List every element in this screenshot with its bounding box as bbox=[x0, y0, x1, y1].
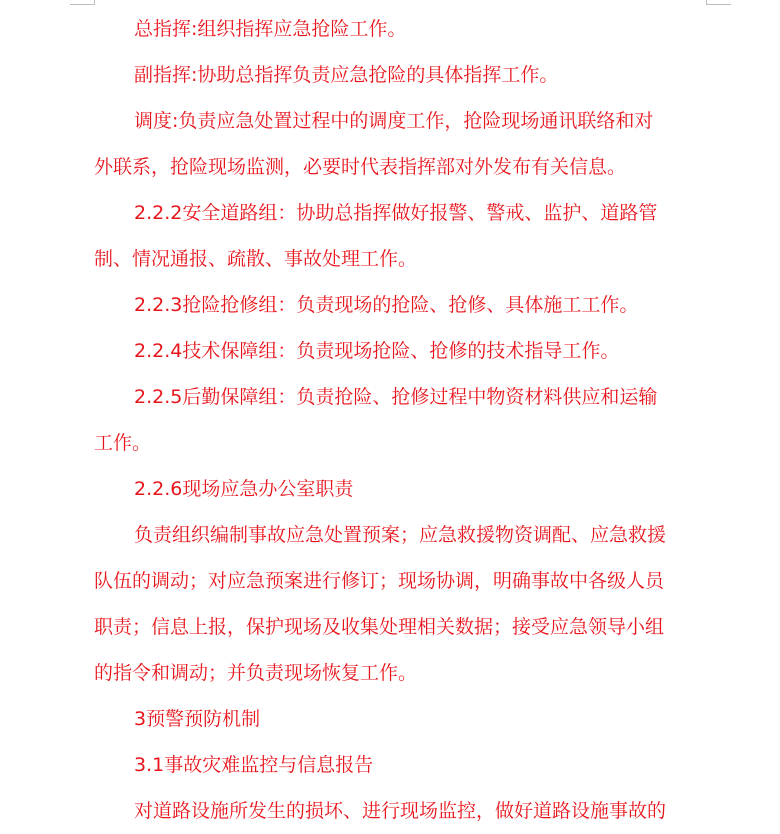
text-line: 队伍的调动；对应急预案进行修订；现场协调，明确事故中各级人员 bbox=[94, 570, 665, 592]
page-corner-mark-left bbox=[70, 0, 95, 5]
text-line: 2.2.5后勤保障组：负责抢险、抢修过程中物资材料供应和运输 bbox=[134, 386, 658, 408]
text-line: 职责；信息上报，保护现场及收集处理相关数据；接受应急领导小组 bbox=[94, 616, 665, 638]
text-line: 副指挥:协助总指挥负责应急抢险的具体指挥工作。 bbox=[134, 64, 559, 86]
paragraph-deputy-commander bbox=[94, 52, 706, 98]
paragraph-2-2-3 bbox=[94, 282, 706, 328]
section-heading: 3预警预防机制 bbox=[134, 708, 261, 730]
text-line: 2.2.4技术保障组：负责现场抢险、抢修的技术指导工作。 bbox=[134, 340, 620, 362]
text-line: 调度:负责应急处置过程中的调度工作，抢险现场通讯联络和对 bbox=[134, 110, 654, 132]
section-heading: 3.1事故灾难监控与信息报告 bbox=[134, 754, 374, 776]
paragraph-monitoring bbox=[94, 788, 706, 834]
text-line: 负责组织编制事故应急处置预案；应急救援物资调配、应急救援 bbox=[134, 524, 667, 546]
paragraph-2-2-2 bbox=[94, 190, 706, 282]
text-line: 2.2.2安全道路组：协助总指挥做好报警、警戒、监护、道路管 bbox=[134, 202, 658, 224]
document-body bbox=[94, 6, 706, 834]
section-heading: 2.2.6现场应急办公室职责 bbox=[134, 478, 354, 500]
text-line: 2.2.3抢险抢修组：负责现场的抢险、抢修、具体施工工作。 bbox=[134, 294, 639, 316]
text-line: 总指挥:组织指挥应急抢险工作。 bbox=[134, 18, 407, 40]
paragraph-2-2-4 bbox=[94, 328, 706, 374]
paragraph-commander bbox=[94, 6, 706, 52]
page-corner-mark-right bbox=[706, 0, 731, 5]
heading-3 bbox=[94, 696, 706, 742]
text-line: 工作。 bbox=[94, 432, 152, 454]
paragraph-2-2-5 bbox=[94, 374, 706, 466]
text-line: 外联系，抢险现场监测，必要时代表指挥部对外发布有关信息。 bbox=[94, 156, 627, 178]
text-line: 制、情况通报、疏散、事故处理工作。 bbox=[94, 248, 418, 270]
heading-2-2-6 bbox=[94, 466, 706, 512]
text-line: 的指令和调动；并负责现场恢复工作。 bbox=[94, 662, 418, 684]
paragraph-office-duties bbox=[94, 512, 706, 696]
heading-3-1 bbox=[94, 742, 706, 788]
paragraph-dispatch bbox=[94, 98, 706, 190]
text-line: 对道路设施所发生的损坏、进行现场监控，做好道路设施事故的 bbox=[134, 800, 667, 822]
